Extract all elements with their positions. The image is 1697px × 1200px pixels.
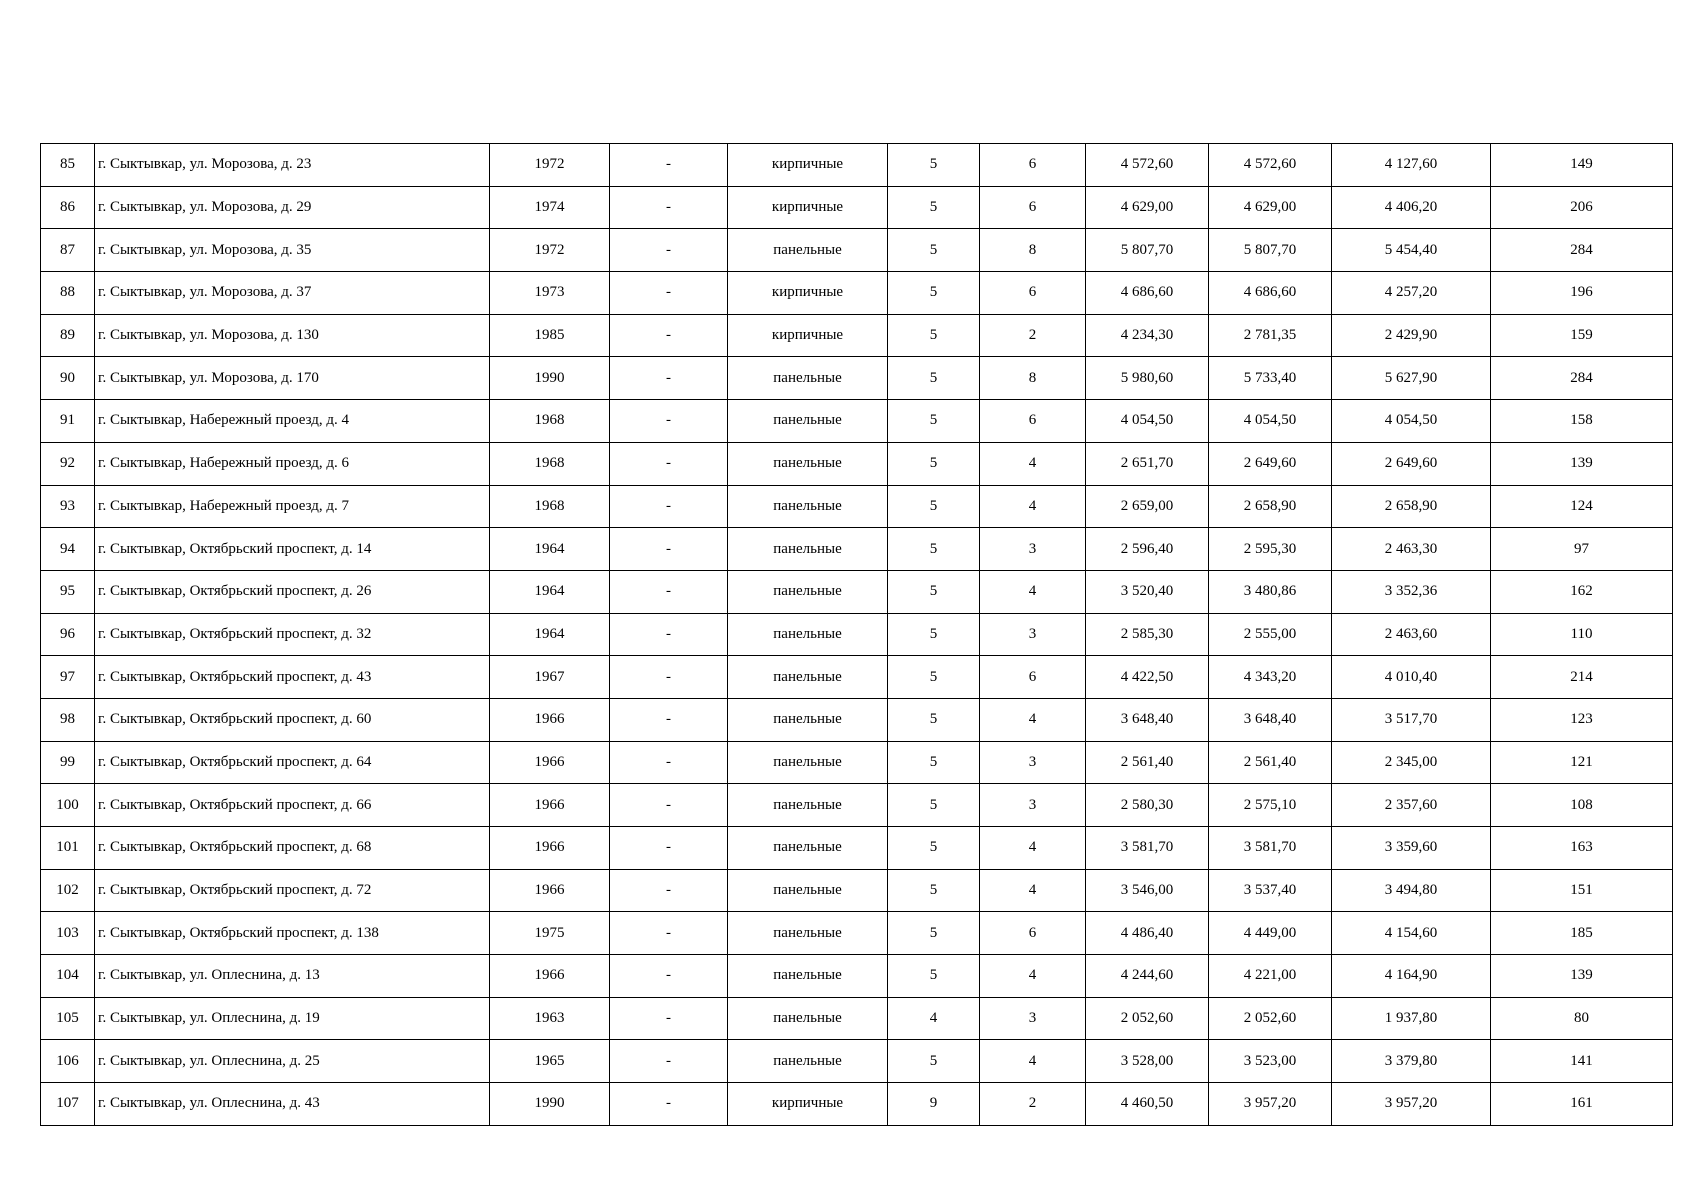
build-year-cell: 1966 xyxy=(490,869,610,912)
living-area-cell: 2 561,40 xyxy=(1209,741,1332,784)
living-area-cell: 4 054,50 xyxy=(1209,400,1332,443)
address-cell: г. Сыктывкар, Октябрьский проспект, д. 60 xyxy=(95,698,490,741)
row-number-cell: 90 xyxy=(41,357,95,400)
table-row xyxy=(41,1083,1673,1126)
residential-area-cell: 2 463,60 xyxy=(1332,613,1491,656)
residential-area-cell: 2 345,00 xyxy=(1332,741,1491,784)
residents-cell: 110 xyxy=(1491,613,1673,656)
wall-material-cell: панельные xyxy=(728,698,888,741)
table-row xyxy=(41,656,1673,699)
entrances-cell: 6 xyxy=(980,144,1086,187)
total-area-cell: 4 234,30 xyxy=(1086,314,1209,357)
residential-area-cell: 4 154,60 xyxy=(1332,912,1491,955)
wall-material-cell: панельные xyxy=(728,400,888,443)
build-year-cell: 1964 xyxy=(490,613,610,656)
address-cell: г. Сыктывкар, Октябрьский проспект, д. 43 xyxy=(95,656,490,699)
residents-cell: 149 xyxy=(1491,144,1673,187)
residents-cell: 124 xyxy=(1491,485,1673,528)
wall-material-cell: панельные xyxy=(728,955,888,998)
build-year-cell: 1964 xyxy=(490,570,610,613)
entrances-cell: 3 xyxy=(980,997,1086,1040)
residents-cell: 284 xyxy=(1491,357,1673,400)
living-area-cell: 2 649,60 xyxy=(1209,442,1332,485)
table-row xyxy=(41,186,1673,229)
dash-cell: - xyxy=(610,442,728,485)
residents-cell: 185 xyxy=(1491,912,1673,955)
wall-material-cell: кирпичные xyxy=(728,272,888,315)
total-area-cell: 3 581,70 xyxy=(1086,827,1209,870)
residents-cell: 158 xyxy=(1491,400,1673,443)
total-area-cell: 2 561,40 xyxy=(1086,741,1209,784)
living-area-cell: 4 686,60 xyxy=(1209,272,1332,315)
wall-material-cell: панельные xyxy=(728,827,888,870)
dash-cell: - xyxy=(610,1083,728,1126)
total-area-cell: 2 651,70 xyxy=(1086,442,1209,485)
build-year-cell: 1975 xyxy=(490,912,610,955)
table-row xyxy=(41,272,1673,315)
total-area-cell: 4 054,50 xyxy=(1086,400,1209,443)
build-year-cell: 1974 xyxy=(490,186,610,229)
floors-cell: 5 xyxy=(888,741,980,784)
total-area-cell: 4 686,60 xyxy=(1086,272,1209,315)
entrances-cell: 4 xyxy=(980,869,1086,912)
wall-material-cell: панельные xyxy=(728,912,888,955)
address-cell: г. Сыктывкар, ул. Морозова, д. 23 xyxy=(95,144,490,187)
address-cell: г. Сыктывкар, ул. Морозова, д. 37 xyxy=(95,272,490,315)
residential-area-cell: 5 454,40 xyxy=(1332,229,1491,272)
row-number-cell: 88 xyxy=(41,272,95,315)
wall-material-cell: панельные xyxy=(728,741,888,784)
dash-cell: - xyxy=(610,912,728,955)
dash-cell: - xyxy=(610,613,728,656)
build-year-cell: 1966 xyxy=(490,741,610,784)
row-number-cell: 94 xyxy=(41,528,95,571)
residential-area-cell: 3 379,80 xyxy=(1332,1040,1491,1083)
row-number-cell: 85 xyxy=(41,144,95,187)
entrances-cell: 6 xyxy=(980,272,1086,315)
address-cell: г. Сыктывкар, ул. Оплеснина, д. 43 xyxy=(95,1083,490,1126)
floors-cell: 5 xyxy=(888,912,980,955)
build-year-cell: 1966 xyxy=(490,827,610,870)
living-area-cell: 3 523,00 xyxy=(1209,1040,1332,1083)
residential-area-cell: 3 352,36 xyxy=(1332,570,1491,613)
residents-cell: 162 xyxy=(1491,570,1673,613)
row-number-cell: 99 xyxy=(41,741,95,784)
dash-cell: - xyxy=(610,698,728,741)
entrances-cell: 3 xyxy=(980,528,1086,571)
living-area-cell: 4 572,60 xyxy=(1209,144,1332,187)
wall-material-cell: панельные xyxy=(728,613,888,656)
floors-cell: 5 xyxy=(888,656,980,699)
wall-material-cell: панельные xyxy=(728,784,888,827)
living-area-cell: 5 807,70 xyxy=(1209,229,1332,272)
table-row xyxy=(41,997,1673,1040)
address-cell: г. Сыктывкар, ул. Морозова, д. 170 xyxy=(95,357,490,400)
residential-area-cell: 4 406,20 xyxy=(1332,186,1491,229)
residential-area-cell: 4 164,90 xyxy=(1332,955,1491,998)
entrances-cell: 4 xyxy=(980,1040,1086,1083)
floors-cell: 5 xyxy=(888,357,980,400)
residents-cell: 163 xyxy=(1491,827,1673,870)
floors-cell: 5 xyxy=(888,698,980,741)
dash-cell: - xyxy=(610,955,728,998)
entrances-cell: 3 xyxy=(980,784,1086,827)
residential-area-cell: 3 359,60 xyxy=(1332,827,1491,870)
total-area-cell: 5 980,60 xyxy=(1086,357,1209,400)
table-row xyxy=(41,698,1673,741)
address-cell: г. Сыктывкар, ул. Морозова, д. 130 xyxy=(95,314,490,357)
row-number-cell: 101 xyxy=(41,827,95,870)
row-number-cell: 87 xyxy=(41,229,95,272)
total-area-cell: 4 629,00 xyxy=(1086,186,1209,229)
address-cell: г. Сыктывкар, Октябрьский проспект, д. 14 xyxy=(95,528,490,571)
build-year-cell: 1964 xyxy=(490,528,610,571)
housing-registry-table xyxy=(40,143,1673,1126)
floors-cell: 9 xyxy=(888,1083,980,1126)
wall-material-cell: кирпичные xyxy=(728,314,888,357)
entrances-cell: 8 xyxy=(980,229,1086,272)
table-row xyxy=(41,912,1673,955)
address-cell: г. Сыктывкар, Октябрьский проспект, д. 32 xyxy=(95,613,490,656)
floors-cell: 5 xyxy=(888,229,980,272)
residential-area-cell: 2 357,60 xyxy=(1332,784,1491,827)
address-cell: г. Сыктывкар, ул. Морозова, д. 35 xyxy=(95,229,490,272)
living-area-cell: 4 221,00 xyxy=(1209,955,1332,998)
total-area-cell: 3 648,40 xyxy=(1086,698,1209,741)
table-row xyxy=(41,314,1673,357)
living-area-cell: 3 537,40 xyxy=(1209,869,1332,912)
entrances-cell: 3 xyxy=(980,613,1086,656)
table-row xyxy=(41,869,1673,912)
dash-cell: - xyxy=(610,357,728,400)
table-row xyxy=(41,1040,1673,1083)
residential-area-cell: 1 937,80 xyxy=(1332,997,1491,1040)
floors-cell: 5 xyxy=(888,955,980,998)
build-year-cell: 1990 xyxy=(490,1083,610,1126)
wall-material-cell: кирпичные xyxy=(728,144,888,187)
wall-material-cell: панельные xyxy=(728,1040,888,1083)
residents-cell: 123 xyxy=(1491,698,1673,741)
build-year-cell: 1968 xyxy=(490,442,610,485)
address-cell: г. Сыктывкар, Набережный проезд, д. 4 xyxy=(95,400,490,443)
residential-area-cell: 4 127,60 xyxy=(1332,144,1491,187)
residential-area-cell: 3 957,20 xyxy=(1332,1083,1491,1126)
build-year-cell: 1966 xyxy=(490,784,610,827)
wall-material-cell: панельные xyxy=(728,869,888,912)
build-year-cell: 1966 xyxy=(490,698,610,741)
residents-cell: 80 xyxy=(1491,997,1673,1040)
residents-cell: 121 xyxy=(1491,741,1673,784)
wall-material-cell: панельные xyxy=(728,442,888,485)
total-area-cell: 2 585,30 xyxy=(1086,613,1209,656)
address-cell: г. Сыктывкар, Октябрьский проспект, д. 66 xyxy=(95,784,490,827)
dash-cell: - xyxy=(610,741,728,784)
table-row xyxy=(41,955,1673,998)
table-row xyxy=(41,229,1673,272)
build-year-cell: 1968 xyxy=(490,485,610,528)
document-page xyxy=(40,143,1672,1126)
total-area-cell: 4 486,40 xyxy=(1086,912,1209,955)
residents-cell: 139 xyxy=(1491,955,1673,998)
build-year-cell: 1990 xyxy=(490,357,610,400)
dash-cell: - xyxy=(610,656,728,699)
dash-cell: - xyxy=(610,229,728,272)
residents-cell: 141 xyxy=(1491,1040,1673,1083)
floors-cell: 5 xyxy=(888,528,980,571)
entrances-cell: 4 xyxy=(980,827,1086,870)
table-row xyxy=(41,528,1673,571)
living-area-cell: 3 957,20 xyxy=(1209,1083,1332,1126)
wall-material-cell: панельные xyxy=(728,570,888,613)
residential-area-cell: 3 517,70 xyxy=(1332,698,1491,741)
residents-cell: 284 xyxy=(1491,229,1673,272)
row-number-cell: 100 xyxy=(41,784,95,827)
wall-material-cell: панельные xyxy=(728,528,888,571)
floors-cell: 5 xyxy=(888,144,980,187)
build-year-cell: 1973 xyxy=(490,272,610,315)
total-area-cell: 4 244,60 xyxy=(1086,955,1209,998)
residents-cell: 161 xyxy=(1491,1083,1673,1126)
entrances-cell: 2 xyxy=(980,1083,1086,1126)
total-area-cell: 2 052,60 xyxy=(1086,997,1209,1040)
floors-cell: 5 xyxy=(888,272,980,315)
wall-material-cell: панельные xyxy=(728,485,888,528)
dash-cell: - xyxy=(610,485,728,528)
entrances-cell: 8 xyxy=(980,357,1086,400)
entrances-cell: 6 xyxy=(980,400,1086,443)
wall-material-cell: панельные xyxy=(728,229,888,272)
floors-cell: 5 xyxy=(888,314,980,357)
row-number-cell: 93 xyxy=(41,485,95,528)
address-cell: г. Сыктывкар, Октябрьский проспект, д. 68 xyxy=(95,827,490,870)
row-number-cell: 86 xyxy=(41,186,95,229)
entrances-cell: 4 xyxy=(980,485,1086,528)
row-number-cell: 97 xyxy=(41,656,95,699)
dash-cell: - xyxy=(610,784,728,827)
residential-area-cell: 2 463,30 xyxy=(1332,528,1491,571)
residents-cell: 196 xyxy=(1491,272,1673,315)
row-number-cell: 103 xyxy=(41,912,95,955)
row-number-cell: 102 xyxy=(41,869,95,912)
living-area-cell: 4 629,00 xyxy=(1209,186,1332,229)
table-row xyxy=(41,784,1673,827)
residential-area-cell: 4 010,40 xyxy=(1332,656,1491,699)
dash-cell: - xyxy=(610,314,728,357)
total-area-cell: 5 807,70 xyxy=(1086,229,1209,272)
total-area-cell: 4 572,60 xyxy=(1086,144,1209,187)
table-row xyxy=(41,442,1673,485)
residential-area-cell: 2 658,90 xyxy=(1332,485,1491,528)
wall-material-cell: панельные xyxy=(728,357,888,400)
entrances-cell: 4 xyxy=(980,442,1086,485)
dash-cell: - xyxy=(610,997,728,1040)
total-area-cell: 2 659,00 xyxy=(1086,485,1209,528)
dash-cell: - xyxy=(610,869,728,912)
table-row xyxy=(41,613,1673,656)
living-area-cell: 3 480,86 xyxy=(1209,570,1332,613)
residential-area-cell: 2 429,90 xyxy=(1332,314,1491,357)
residents-cell: 159 xyxy=(1491,314,1673,357)
floors-cell: 5 xyxy=(888,613,980,656)
build-year-cell: 1985 xyxy=(490,314,610,357)
row-number-cell: 106 xyxy=(41,1040,95,1083)
build-year-cell: 1972 xyxy=(490,229,610,272)
table-row xyxy=(41,570,1673,613)
entrances-cell: 6 xyxy=(980,912,1086,955)
build-year-cell: 1963 xyxy=(490,997,610,1040)
residents-cell: 108 xyxy=(1491,784,1673,827)
entrances-cell: 3 xyxy=(980,741,1086,784)
wall-material-cell: панельные xyxy=(728,997,888,1040)
row-number-cell: 105 xyxy=(41,997,95,1040)
residential-area-cell: 2 649,60 xyxy=(1332,442,1491,485)
dash-cell: - xyxy=(610,400,728,443)
total-area-cell: 3 520,40 xyxy=(1086,570,1209,613)
entrances-cell: 4 xyxy=(980,955,1086,998)
floors-cell: 5 xyxy=(888,485,980,528)
entrances-cell: 4 xyxy=(980,570,1086,613)
floors-cell: 5 xyxy=(888,1040,980,1083)
floors-cell: 5 xyxy=(888,442,980,485)
row-number-cell: 89 xyxy=(41,314,95,357)
build-year-cell: 1966 xyxy=(490,955,610,998)
wall-material-cell: кирпичные xyxy=(728,186,888,229)
build-year-cell: 1968 xyxy=(490,400,610,443)
row-number-cell: 92 xyxy=(41,442,95,485)
dash-cell: - xyxy=(610,570,728,613)
residential-area-cell: 3 494,80 xyxy=(1332,869,1491,912)
address-cell: г. Сыктывкар, Набережный проезд, д. 6 xyxy=(95,442,490,485)
living-area-cell: 2 658,90 xyxy=(1209,485,1332,528)
wall-material-cell: панельные xyxy=(728,656,888,699)
floors-cell: 5 xyxy=(888,869,980,912)
table-row xyxy=(41,485,1673,528)
row-number-cell: 96 xyxy=(41,613,95,656)
living-area-cell: 2 555,00 xyxy=(1209,613,1332,656)
dash-cell: - xyxy=(610,827,728,870)
residents-cell: 214 xyxy=(1491,656,1673,699)
residential-area-cell: 5 627,90 xyxy=(1332,357,1491,400)
entrances-cell: 6 xyxy=(980,656,1086,699)
entrances-cell: 6 xyxy=(980,186,1086,229)
table-row xyxy=(41,741,1673,784)
entrances-cell: 4 xyxy=(980,698,1086,741)
address-cell: г. Сыктывкар, Набережный проезд, д. 7 xyxy=(95,485,490,528)
dash-cell: - xyxy=(610,1040,728,1083)
residents-cell: 151 xyxy=(1491,869,1673,912)
table-row xyxy=(41,144,1673,187)
row-number-cell: 91 xyxy=(41,400,95,443)
floors-cell: 5 xyxy=(888,827,980,870)
address-cell: г. Сыктывкар, Октябрьский проспект, д. 26 xyxy=(95,570,490,613)
address-cell: г. Сыктывкар, ул. Оплеснина, д. 13 xyxy=(95,955,490,998)
dash-cell: - xyxy=(610,186,728,229)
wall-material-cell: кирпичные xyxy=(728,1083,888,1126)
address-cell: г. Сыктывкар, ул. Оплеснина, д. 25 xyxy=(95,1040,490,1083)
row-number-cell: 104 xyxy=(41,955,95,998)
total-area-cell: 4 422,50 xyxy=(1086,656,1209,699)
living-area-cell: 5 733,40 xyxy=(1209,357,1332,400)
living-area-cell: 3 581,70 xyxy=(1209,827,1332,870)
table-row xyxy=(41,357,1673,400)
row-number-cell: 98 xyxy=(41,698,95,741)
floors-cell: 5 xyxy=(888,570,980,613)
table-body xyxy=(41,144,1673,1126)
living-area-cell: 4 343,20 xyxy=(1209,656,1332,699)
dash-cell: - xyxy=(610,272,728,315)
floors-cell: 5 xyxy=(888,400,980,443)
floors-cell: 5 xyxy=(888,186,980,229)
address-cell: г. Сыктывкар, ул. Морозова, д. 29 xyxy=(95,186,490,229)
residents-cell: 206 xyxy=(1491,186,1673,229)
address-cell: г. Сыктывкар, ул. Оплеснина, д. 19 xyxy=(95,997,490,1040)
row-number-cell: 95 xyxy=(41,570,95,613)
total-area-cell: 2 596,40 xyxy=(1086,528,1209,571)
table-row xyxy=(41,827,1673,870)
living-area-cell: 4 449,00 xyxy=(1209,912,1332,955)
address-cell: г. Сыктывкар, Октябрьский проспект, д. 138 xyxy=(95,912,490,955)
address-cell: г. Сыктывкар, Октябрьский проспект, д. 72 xyxy=(95,869,490,912)
table-row xyxy=(41,400,1673,443)
dash-cell: - xyxy=(610,144,728,187)
residential-area-cell: 4 054,50 xyxy=(1332,400,1491,443)
residents-cell: 139 xyxy=(1491,442,1673,485)
living-area-cell: 2 781,35 xyxy=(1209,314,1332,357)
total-area-cell: 2 580,30 xyxy=(1086,784,1209,827)
total-area-cell: 4 460,50 xyxy=(1086,1083,1209,1126)
total-area-cell: 3 546,00 xyxy=(1086,869,1209,912)
build-year-cell: 1972 xyxy=(490,144,610,187)
build-year-cell: 1965 xyxy=(490,1040,610,1083)
residential-area-cell: 4 257,20 xyxy=(1332,272,1491,315)
living-area-cell: 2 595,30 xyxy=(1209,528,1332,571)
floors-cell: 5 xyxy=(888,784,980,827)
living-area-cell: 2 575,10 xyxy=(1209,784,1332,827)
dash-cell: - xyxy=(610,528,728,571)
row-number-cell: 107 xyxy=(41,1083,95,1126)
residents-cell: 97 xyxy=(1491,528,1673,571)
living-area-cell: 3 648,40 xyxy=(1209,698,1332,741)
address-cell: г. Сыктывкар, Октябрьский проспект, д. 64 xyxy=(95,741,490,784)
entrances-cell: 2 xyxy=(980,314,1086,357)
build-year-cell: 1967 xyxy=(490,656,610,699)
living-area-cell: 2 052,60 xyxy=(1209,997,1332,1040)
total-area-cell: 3 528,00 xyxy=(1086,1040,1209,1083)
floors-cell: 4 xyxy=(888,997,980,1040)
